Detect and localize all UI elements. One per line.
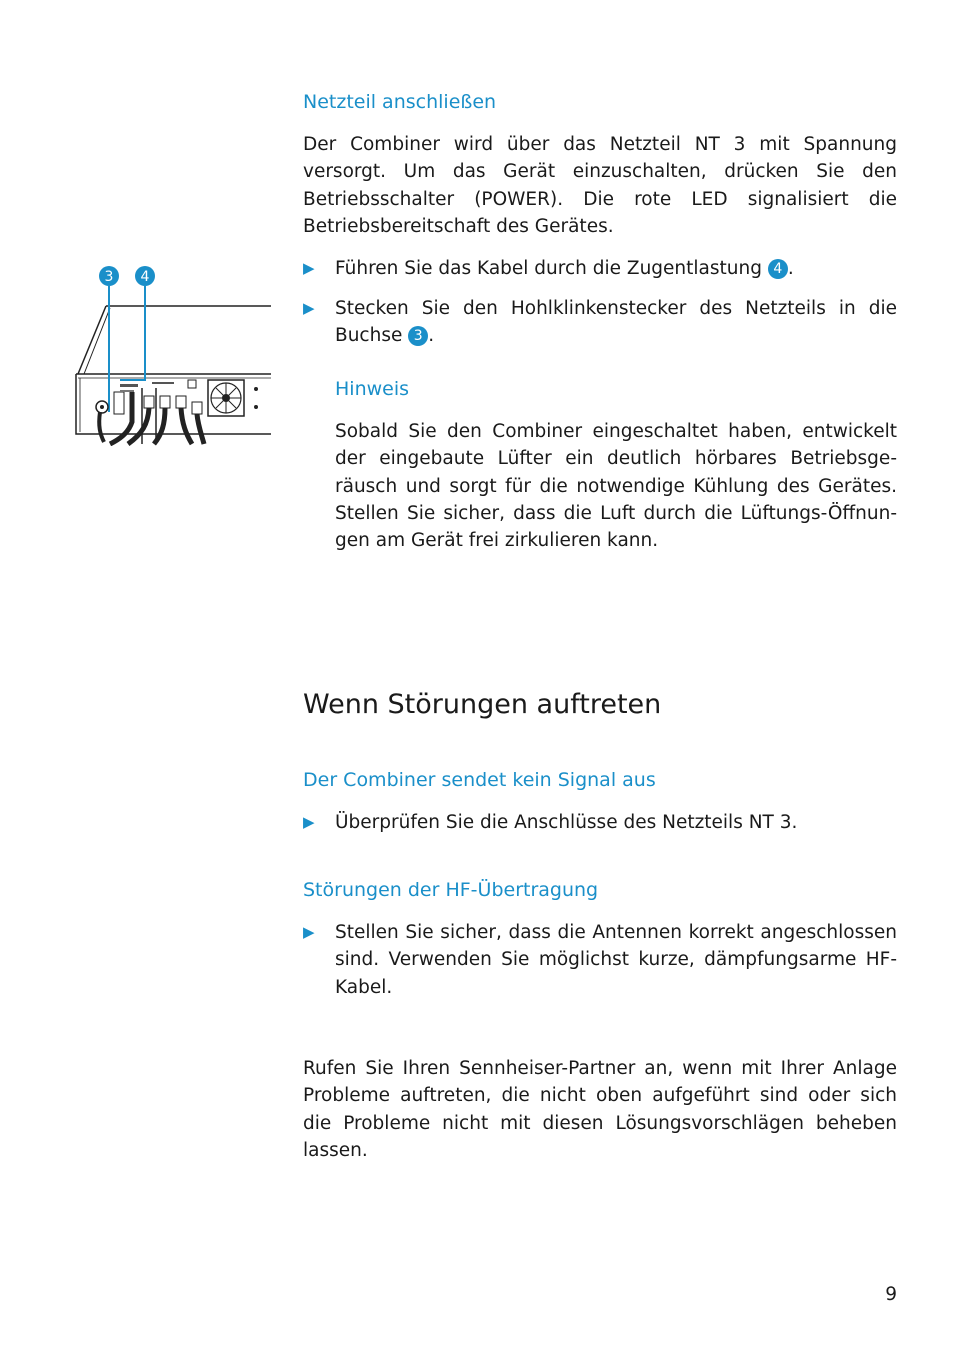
device-illustration — [70, 262, 275, 446]
bullet-text: Führen Sie das Kabel durch die Zugentlastung — [335, 258, 768, 279]
note-heading: Hinweis — [335, 378, 410, 400]
bullet-text: Stellen Sie sicher, dass die Antennen korrekt angeschlossen sind. Verwenden Sie möglichst kurze, dämpfungsarme HF-Kabel. — [335, 922, 897, 998]
svg-text:4: 4 — [140, 269, 150, 285]
bullet-punct: . — [787, 258, 794, 279]
bullet-arrow-icon: ▶ — [303, 299, 315, 317]
bullet-arrow-icon: ▶ — [303, 923, 315, 941]
list-item — [303, 809, 897, 836]
page-number: 9 — [885, 1284, 897, 1305]
callout-ref-4-icon: 4 — [768, 259, 788, 279]
note-paragraph: Sobald Sie den Combiner eingeschaltet haben, entwickelt der eingebaute Lüfter ein deutlich hörbares Betriebsgeräusch und sorgt für die notwendige Kühlung des Gerätes. Stellen Sie sicher, dass die Luft durch die Lüftungs-Öffnungen am Gerät frei zirkulieren kann. — [335, 421, 897, 552]
bullet-arrow-icon: ▶ — [303, 813, 315, 831]
list-item — [303, 295, 897, 350]
combiner-rear-drawing — [70, 262, 275, 446]
bullet-arrow-icon: ▶ — [303, 259, 315, 277]
section-heading-power: Netzteil anschließen — [303, 91, 497, 113]
bullet-text: Überprüfen Sie die Anschlüsse des Netzteils NT 3. — [335, 812, 798, 833]
list-item — [303, 255, 897, 282]
intro-paragraph: Der Combiner wird über das Netzteil NT 3 mit Spannung versorgt. Um das Gerät einzuschalten, drücken Sie den Betriebsschalter (POWER). Die rote LED signalisiert die Betriebsbereitschaft des Gerätes. — [303, 134, 897, 237]
bullet-text: Stecken Sie den Hohlklinkenstecker des Netzteils in die Buchse — [335, 298, 897, 347]
closing-paragraph: Rufen Sie Ihren Sennheiser-Partner an, wenn mit Ihrer Anlage Probleme auftreten, die nicht oben aufgeführt sind oder sich die Probleme nicht mit diesen Lösungsvorschlägen beheben lassen. — [303, 1058, 897, 1161]
subheading-no-signal: Der Combiner sendet kein Signal aus — [303, 769, 656, 791]
callout-ref-3-icon: 3 — [408, 326, 428, 346]
section-title-troubleshooting: Wenn Störungen auftreten — [303, 689, 662, 720]
subheading-rf-issues: Störungen der HF-Übertragung — [303, 879, 599, 901]
fan-icon — [208, 380, 244, 416]
bullet-punct: . — [428, 325, 435, 347]
svg-text:3: 3 — [104, 269, 114, 285]
list-item — [303, 919, 897, 1001]
